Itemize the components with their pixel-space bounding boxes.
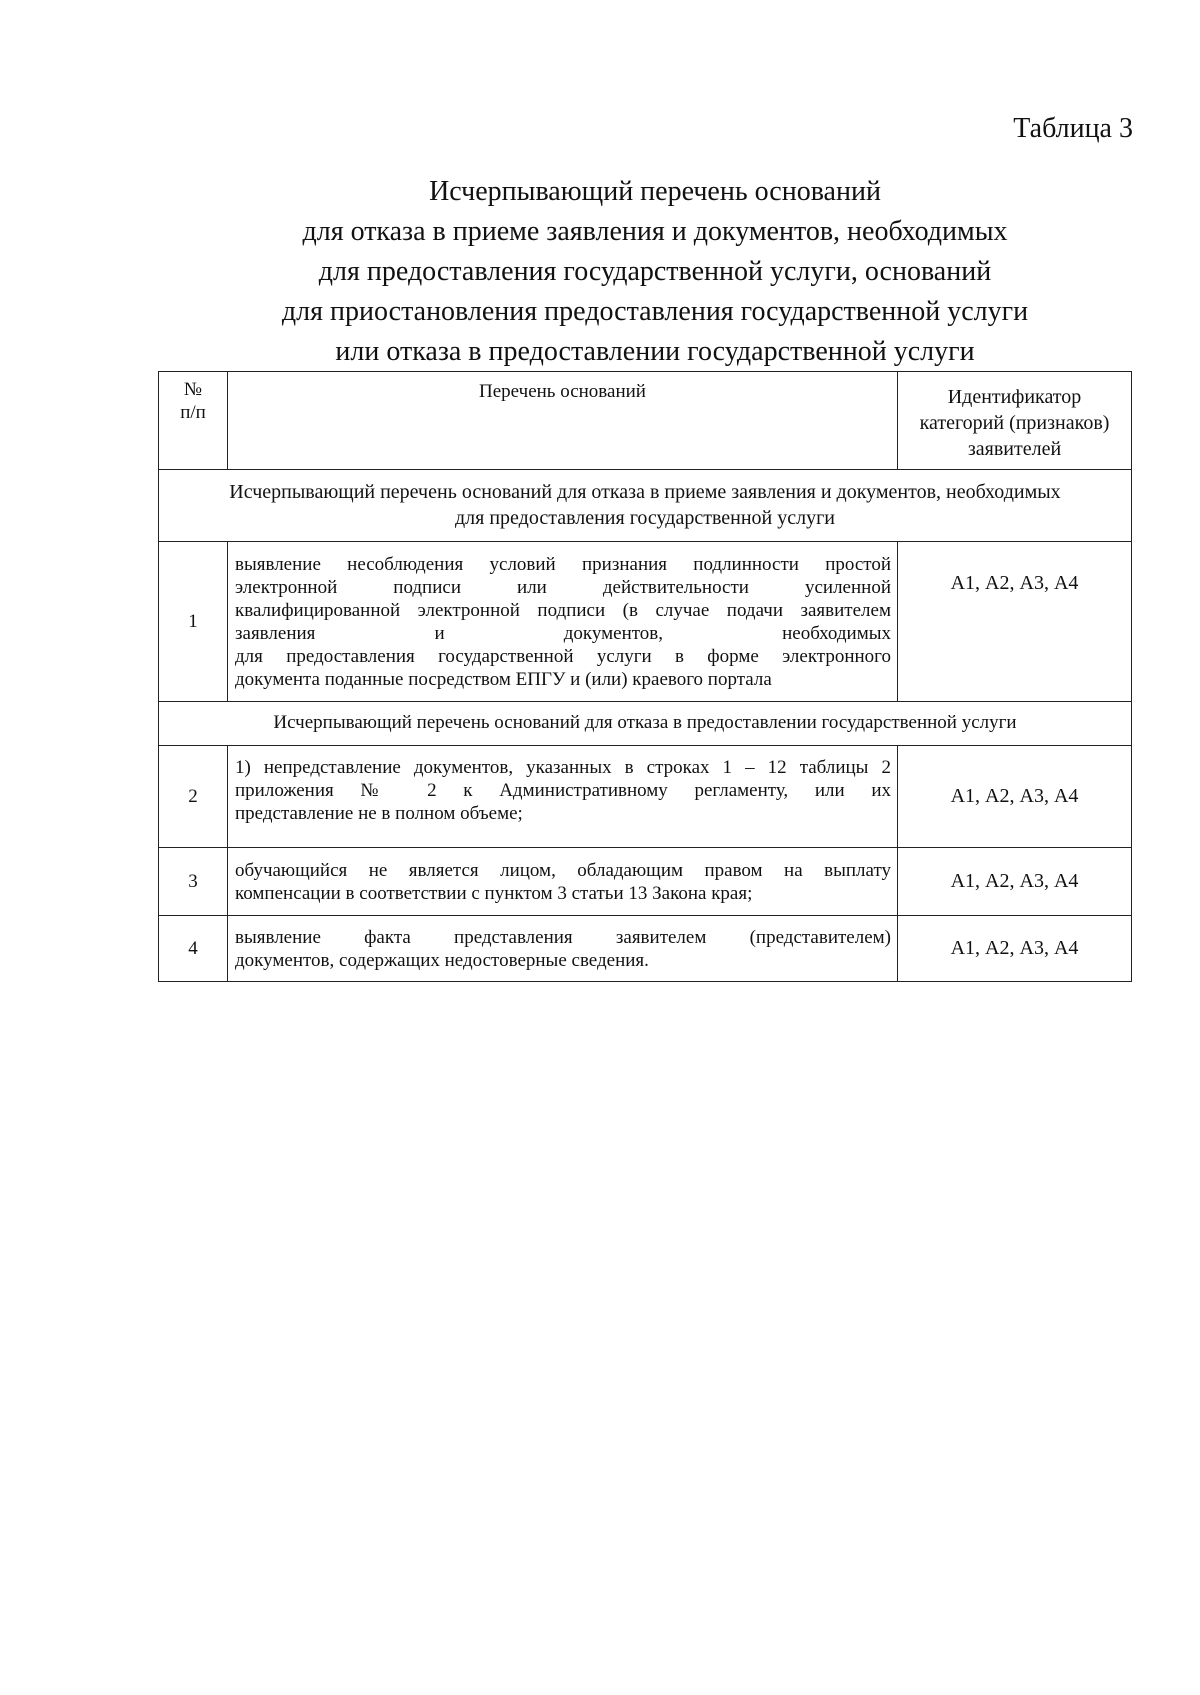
- header-identifier-line: Идентификатор: [947, 386, 1082, 408]
- row-identifiers: А1, А2, А3, А4: [898, 542, 1132, 702]
- title-line: или отказа в предоставлении государственной услуги: [335, 336, 975, 367]
- description-line: обучающийся не является лицом, обладающим правом на выплату: [235, 859, 891, 881]
- table-row: [159, 542, 1132, 702]
- row-identifiers: А1, А2, А3, А4: [898, 848, 1132, 916]
- row-identifiers: А1, А2, А3, А4: [898, 916, 1132, 982]
- header-number-symbol: №: [183, 379, 203, 400]
- header-reasons-label: Перечень оснований: [479, 381, 646, 402]
- description-line: электронной подписи или действительности усиленной: [235, 576, 891, 598]
- description-line: выявление несоблюдения условий признания подлинности простой: [235, 553, 891, 575]
- description-line: приложения № 2 к Административному регламенту, или их: [235, 780, 891, 801]
- section-title-cell: [159, 470, 1132, 542]
- description-line: документа поданные посредством ЕПГУ и (или) краевого портала: [235, 668, 772, 690]
- table-row: [159, 848, 1132, 916]
- title-line: для предоставления государственной услуги, оснований: [318, 256, 992, 287]
- title-line: Исчерпывающий перечень оснований: [429, 176, 881, 207]
- row-description: [228, 542, 898, 702]
- row-identifiers: А1, А2, А3, А4: [898, 746, 1132, 848]
- section-title-line: Исчерпывающий перечень оснований для отказа в предоставлении государственной услуги: [273, 711, 1017, 733]
- section-row: [159, 470, 1132, 542]
- document-title: [140, 172, 1170, 372]
- row-number: 2: [159, 746, 228, 848]
- header-identifier-cell: [898, 372, 1132, 470]
- description-line: документов, содержащих недостоверные сведения.: [235, 949, 649, 971]
- description-line: квалифицированной электронной подписи (в случае подачи заявителем: [235, 599, 891, 621]
- header-number-cell: [159, 372, 228, 470]
- description-line: 1) непредставление документов, указанных в строках 1 – 12 таблицы 2: [235, 757, 891, 778]
- description-line: выявление факта представления заявителем (представителем): [235, 926, 891, 948]
- grounds-table: [158, 371, 1132, 982]
- description-line: компенсации в соответствии с пунктом 3 статьи 13 Закона края;: [235, 882, 753, 904]
- section-title-cell: [159, 702, 1132, 746]
- section-row: [159, 702, 1132, 746]
- table-row: [159, 916, 1132, 982]
- section-title-line: Исчерпывающий перечень оснований для отказа в приеме заявления и документов, необходимых: [229, 480, 1061, 503]
- row-number: 1: [159, 542, 228, 702]
- section-title-line: для предоставления государственной услуги: [454, 506, 836, 529]
- row-description: [228, 916, 898, 982]
- title-line: для отказа в приеме заявления и документов, необходимых: [302, 216, 1008, 247]
- table-row: [159, 746, 1132, 848]
- row-description: [228, 746, 898, 848]
- header-identifier-line: категорий (признаков): [919, 412, 1110, 434]
- header-reasons-cell: [228, 372, 898, 470]
- row-number: 3: [159, 848, 228, 916]
- description-line: для предоставления государственной услуги в форме электронного: [235, 645, 891, 667]
- table-header-row: [159, 372, 1132, 470]
- description-line: представление не в полном объеме;: [235, 803, 523, 824]
- row-number: 4: [159, 916, 228, 982]
- table-number-label: Таблица 3: [1013, 113, 1133, 144]
- row-description: [228, 848, 898, 916]
- title-line: для приостановления предоставления государственной услуги: [281, 296, 1029, 327]
- header-number-pp: п/п: [180, 402, 206, 423]
- description-line: заявления и документов, необходимых: [235, 622, 891, 644]
- header-identifier-line: заявителей: [967, 438, 1062, 460]
